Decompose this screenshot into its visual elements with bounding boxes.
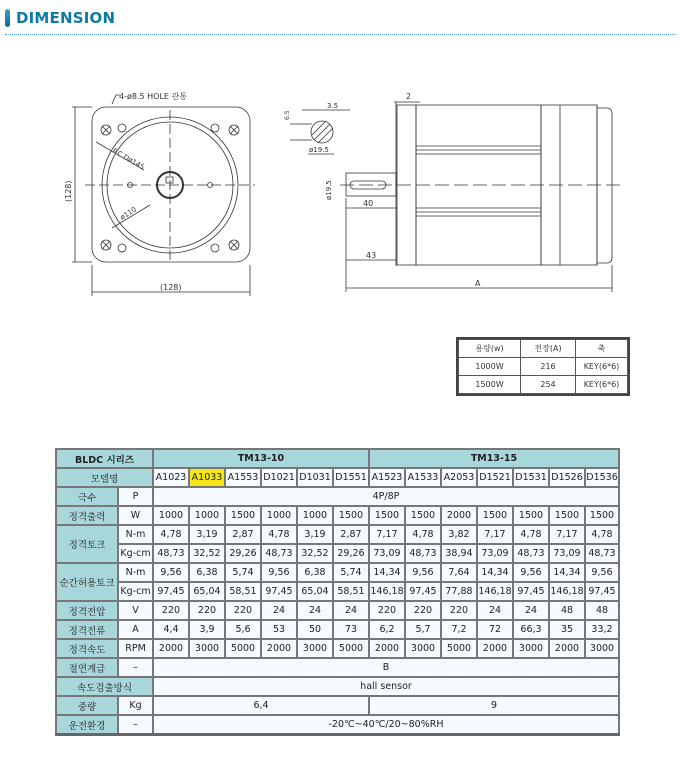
value-cell: 48: [549, 601, 585, 620]
front-view: [64, 91, 255, 296]
value-cell: 24: [261, 601, 297, 620]
value-cell: 97,45: [585, 582, 619, 601]
value-cell: 2,87: [333, 525, 369, 544]
value-cell: 97,45: [153, 582, 189, 601]
value-cell: 35: [549, 620, 585, 639]
value-cell: 146,18: [477, 582, 513, 601]
summary-cell: KEY(6*6): [576, 376, 628, 394]
summary-row: [459, 358, 628, 376]
rated-output-row: [56, 506, 619, 525]
value-cell: 2,87: [225, 525, 261, 544]
speed-detect-value: hall sensor: [153, 677, 619, 696]
height-label: (128): [64, 180, 73, 202]
key-width-label: 3.5: [327, 102, 339, 110]
value-cell: 1000: [189, 506, 225, 525]
weight-label: 중량: [56, 696, 118, 715]
model-cell: D1531: [513, 468, 549, 487]
value-cell: 33,2: [585, 620, 619, 639]
series-row: [56, 449, 619, 468]
summary-cell: 254: [521, 376, 576, 394]
value-cell: 58,51: [333, 582, 369, 601]
value-cell: 58,51: [225, 582, 261, 601]
row-unit: N-m: [118, 563, 153, 582]
row-unit: Kg-cm: [118, 544, 153, 563]
environment-row: [56, 715, 619, 735]
value-cell: 48,73: [153, 544, 189, 563]
value-cell: 4,78: [153, 525, 189, 544]
value-cell: 3000: [189, 639, 225, 658]
value-cell: 14,34: [477, 563, 513, 582]
value-cell: 146,18: [369, 582, 405, 601]
insulation-unit: –: [118, 658, 153, 677]
value-cell: 1500: [369, 506, 405, 525]
value-cell: 48,73: [585, 544, 619, 563]
pilot-label: ø110: [118, 205, 139, 222]
environment-value: -20℃~40℃/20~80%RH: [153, 715, 619, 735]
model-cell: D1526: [549, 468, 585, 487]
poles-row: [56, 487, 619, 506]
value-cell: 66,3: [513, 620, 549, 639]
value-cell: 5000: [225, 639, 261, 658]
group-tm13-15: TM13-15: [369, 449, 619, 468]
side-view: [325, 92, 620, 292]
value-cell: 3,82: [441, 525, 477, 544]
environment-unit: –: [118, 715, 153, 735]
value-cell: 48,73: [513, 544, 549, 563]
value-cell: 97,45: [513, 582, 549, 601]
value-cell: 5,74: [333, 563, 369, 582]
value-cell: 1000: [261, 506, 297, 525]
value-cell: 53: [261, 620, 297, 639]
weight-value-tm13-15: 9: [369, 696, 619, 715]
row-label: 정격전압: [56, 601, 118, 620]
value-cell: 48,73: [405, 544, 441, 563]
section-header: [5, 8, 115, 28]
value-cell: 3000: [297, 639, 333, 658]
value-cell: 24: [513, 601, 549, 620]
model-cell: D1536: [585, 468, 619, 487]
value-cell: 65,04: [297, 582, 333, 601]
dimension-drawing: [0, 40, 680, 310]
row-label: 정격토크: [56, 525, 118, 563]
rated-speed-row: [56, 639, 619, 658]
value-cell: 9,56: [153, 563, 189, 582]
value-cell: 5,6: [225, 620, 261, 639]
weight-unit: Kg: [118, 696, 153, 715]
row-unit: V: [118, 601, 153, 620]
environment-label: 운전환경: [56, 715, 118, 735]
value-cell: 4,78: [513, 525, 549, 544]
value-cell: 7,17: [477, 525, 513, 544]
value-cell: 7,17: [369, 525, 405, 544]
value-cell: 1500: [405, 506, 441, 525]
value-cell: 3000: [585, 639, 619, 658]
value-cell: 2000: [477, 639, 513, 658]
flange-label: 2: [406, 92, 412, 101]
row-label: 순간허용토크: [56, 563, 118, 601]
value-cell: 50: [297, 620, 333, 639]
row-unit: N-m: [118, 525, 153, 544]
poles-unit: P: [118, 487, 153, 506]
value-cell: 3000: [405, 639, 441, 658]
insulation-value: B: [153, 658, 619, 677]
rated-voltage-row: [56, 601, 619, 620]
value-cell: 220: [441, 601, 477, 620]
value-cell: 2000: [441, 506, 477, 525]
value-cell: 77,88: [441, 582, 477, 601]
width-label: (128): [160, 283, 182, 292]
key-depth-label: 6.5: [284, 110, 291, 120]
value-cell: 97,45: [405, 582, 441, 601]
model-cell: A1533: [405, 468, 441, 487]
value-cell: 2000: [549, 639, 585, 658]
row-unit: A: [118, 620, 153, 639]
summary-table: [456, 337, 630, 396]
value-cell: 32,52: [297, 544, 333, 563]
speed-detect-label: 속도검출방식: [56, 677, 153, 696]
model-cell: A1553: [225, 468, 261, 487]
value-cell: 1000: [153, 506, 189, 525]
summary-row: [459, 376, 628, 394]
value-cell: 7,64: [441, 563, 477, 582]
value-cell: 6,2: [369, 620, 405, 639]
model-label: 모델명: [56, 468, 153, 487]
value-cell: 2000: [369, 639, 405, 658]
value-cell: 4,78: [261, 525, 297, 544]
summary-header-row: [459, 340, 628, 358]
value-cell: 3,19: [297, 525, 333, 544]
value-cell: 7,17: [549, 525, 585, 544]
value-cell: 1500: [585, 506, 619, 525]
value-cell: 5,7: [405, 620, 441, 639]
value-cell: 14,34: [549, 563, 585, 582]
row-label: 정격속도: [56, 639, 118, 658]
value-cell: 6,38: [297, 563, 333, 582]
value-cell: 24: [477, 601, 513, 620]
summary-cell: 1500W: [459, 376, 521, 394]
summary-cell: KEY(6*6): [576, 358, 628, 376]
summary-header-cell: 축: [576, 340, 628, 358]
insulation-label: 절연계급: [56, 658, 118, 677]
value-cell: 32,52: [189, 544, 225, 563]
value-cell: 4,4: [153, 620, 189, 639]
model-cell: D1021: [261, 468, 297, 487]
value-cell: 1500: [549, 506, 585, 525]
value-cell: 9,56: [405, 563, 441, 582]
row-unit: Kg-cm: [118, 582, 153, 601]
value-cell: 48: [585, 601, 619, 620]
summary-header-cell: 용량(w): [459, 340, 521, 358]
row-unit: RPM: [118, 639, 153, 658]
model-cell: A1523: [369, 468, 405, 487]
model-row: [56, 468, 619, 487]
value-cell: 38,94: [441, 544, 477, 563]
value-cell: 1500: [225, 506, 261, 525]
row-label: 정격출력: [56, 506, 118, 525]
value-cell: 72: [477, 620, 513, 639]
value-cell: 5,74: [225, 563, 261, 582]
rated-current-row: [56, 620, 619, 639]
insulation-row: [56, 658, 619, 677]
value-cell: 9,56: [513, 563, 549, 582]
value-cell: 65,04: [189, 582, 225, 601]
value-cell: 73,09: [477, 544, 513, 563]
model-cell: A2053: [441, 468, 477, 487]
overall-label: A: [475, 279, 481, 288]
weight-value-tm13-10: 6,4: [153, 696, 369, 715]
value-cell: 1000: [297, 506, 333, 525]
model-cell: D1521: [477, 468, 513, 487]
model-cell: A1023: [153, 468, 189, 487]
shaft-dia-label: ø19.5: [325, 180, 333, 200]
row-unit: W: [118, 506, 153, 525]
poles-value: 4P/8P: [153, 487, 619, 506]
value-cell: 73,09: [369, 544, 405, 563]
row-label: 정격전류: [56, 620, 118, 639]
value-cell: 2000: [153, 639, 189, 658]
value-cell: 7,2: [441, 620, 477, 639]
value-cell: 9,56: [261, 563, 297, 582]
peak-torque-nm-row: [56, 563, 619, 582]
value-cell: 29,26: [225, 544, 261, 563]
value-cell: 29,26: [333, 544, 369, 563]
section-dia-label: ø19.5: [309, 146, 329, 154]
value-cell: 220: [405, 601, 441, 620]
summary-cell: 1000W: [459, 358, 521, 376]
weight-row: [56, 696, 619, 715]
model-cell: D1551: [333, 468, 369, 487]
summary-header-cell: 전장(A): [521, 340, 576, 358]
speed-detect-row: [56, 677, 619, 696]
hole-label: 4-ø8.5 HOLE 관통: [119, 92, 187, 101]
value-cell: 3,19: [189, 525, 225, 544]
value-cell: 220: [225, 601, 261, 620]
shaft-len-label: 40: [363, 199, 374, 208]
dotted-divider: [5, 34, 675, 35]
value-cell: 97,45: [261, 582, 297, 601]
value-cell: 3,9: [189, 620, 225, 639]
value-cell: 6,38: [189, 563, 225, 582]
shaft-section: [284, 102, 350, 154]
value-cell: 24: [297, 601, 333, 620]
value-cell: 1500: [333, 506, 369, 525]
value-cell: 9,56: [585, 563, 619, 582]
value-cell: 1500: [477, 506, 513, 525]
value-cell: 73,09: [549, 544, 585, 563]
value-cell: 4,78: [585, 525, 619, 544]
poles-label: 극수: [56, 487, 118, 506]
spec-table: [55, 448, 620, 736]
summary-cell: 216: [521, 358, 576, 376]
value-cell: 220: [369, 601, 405, 620]
value-cell: 4,78: [405, 525, 441, 544]
series-label: BLDC 시리즈: [56, 449, 153, 468]
value-cell: 24: [333, 601, 369, 620]
value-cell: 1500: [513, 506, 549, 525]
value-cell: 3000: [513, 639, 549, 658]
value-cell: 5000: [333, 639, 369, 658]
pcd-label: P.C.Dø145: [111, 146, 146, 172]
value-cell: 14,34: [369, 563, 405, 582]
value-cell: 48,73: [261, 544, 297, 563]
section-title: DIMENSION: [16, 9, 116, 27]
value-cell: 73: [333, 620, 369, 639]
peak-torque-kgcm-row: [56, 582, 619, 601]
rated-torque-kgcm-row: [56, 544, 619, 563]
value-cell: 220: [189, 601, 225, 620]
model-cell: A1033: [189, 468, 225, 487]
value-cell: 146,18: [549, 582, 585, 601]
shaft-total-label: 43: [366, 251, 377, 260]
group-tm13-10: TM13-10: [153, 449, 369, 468]
value-cell: 2000: [261, 639, 297, 658]
value-cell: 220: [153, 601, 189, 620]
header-bar-icon: [5, 9, 10, 27]
rated-torque-nm-row: [56, 525, 619, 544]
model-cell: D1031: [297, 468, 333, 487]
value-cell: 5000: [441, 639, 477, 658]
